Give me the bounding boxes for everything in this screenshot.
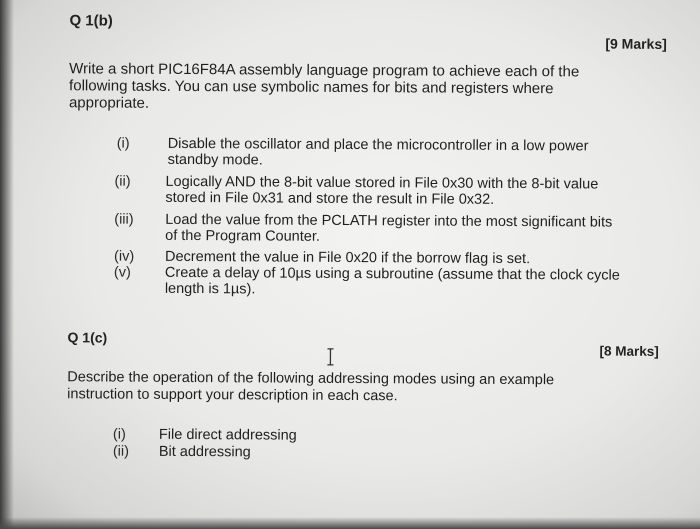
- text-cursor-icon: [325, 348, 335, 366]
- intro-line: following tasks. You can use symbolic names for bits and registers where: [69, 77, 554, 98]
- photo-shadow-left: [0, 0, 14, 529]
- task-line: stored in File 0x31 and store the result in File 0x32.: [165, 189, 495, 208]
- intro-line: Write a short PIC16F84A assembly language program to achieve each of the: [69, 60, 580, 81]
- task-item: [114, 265, 674, 302]
- task-line: Disable the oscillator and place the microcontroller in a low power: [167, 135, 589, 155]
- task-line: Logically AND the 8-bit value stored in File 0x30 with the 8-bit value: [165, 173, 599, 193]
- mode-line: Bit addressing: [158, 443, 251, 461]
- mode-item: [113, 444, 513, 463]
- task-item: [114, 174, 674, 211]
- task-line: of the Program Counter.: [165, 227, 320, 245]
- intro-line: appropriate.: [68, 94, 150, 112]
- task-text: [165, 212, 612, 247]
- task-line: Load the value from the PCLATH register into the most significant bits: [165, 211, 613, 231]
- task-number: (v): [113, 264, 131, 281]
- question-1c-heading: Q 1(c): [67, 329, 108, 346]
- task-number: (ii): [114, 173, 131, 190]
- task-text: [165, 174, 598, 209]
- mode-line: File direct addressing: [158, 426, 297, 444]
- task-text: [168, 136, 589, 171]
- task-item: [117, 136, 677, 173]
- mode-text: [159, 444, 251, 461]
- task-line: length is 1µs).: [164, 280, 256, 298]
- mode-number: (ii): [112, 443, 130, 460]
- intro-line: Describe the operation of the following addressing modes using an example: [67, 369, 555, 389]
- task-line: Decrement the value in File 0x20 if the borrow flag is set.: [164, 248, 531, 268]
- question-1b-intro: [69, 60, 579, 114]
- question-1c-intro: [67, 369, 554, 406]
- task-line: Create a delay of 10µs using a subroutine (assume that the clock cycle: [164, 264, 620, 284]
- task-number: (iv): [113, 248, 135, 265]
- question-1b-heading: Q 1(b): [69, 12, 113, 30]
- task-text: [165, 265, 620, 300]
- task-line: standby mode.: [167, 151, 263, 169]
- question-1b-marks: [9 Marks]: [605, 35, 667, 52]
- intro-line: instruction to support your description in each case.: [67, 386, 398, 405]
- mode-text: [159, 427, 297, 444]
- task-item: [114, 212, 674, 249]
- task-number: (iii): [114, 211, 134, 228]
- question-1c-marks: [8 Marks]: [599, 343, 659, 359]
- photo-shadow-bottom: [0, 517, 700, 529]
- task-number: (i): [116, 135, 130, 152]
- mode-number: (i): [112, 426, 126, 443]
